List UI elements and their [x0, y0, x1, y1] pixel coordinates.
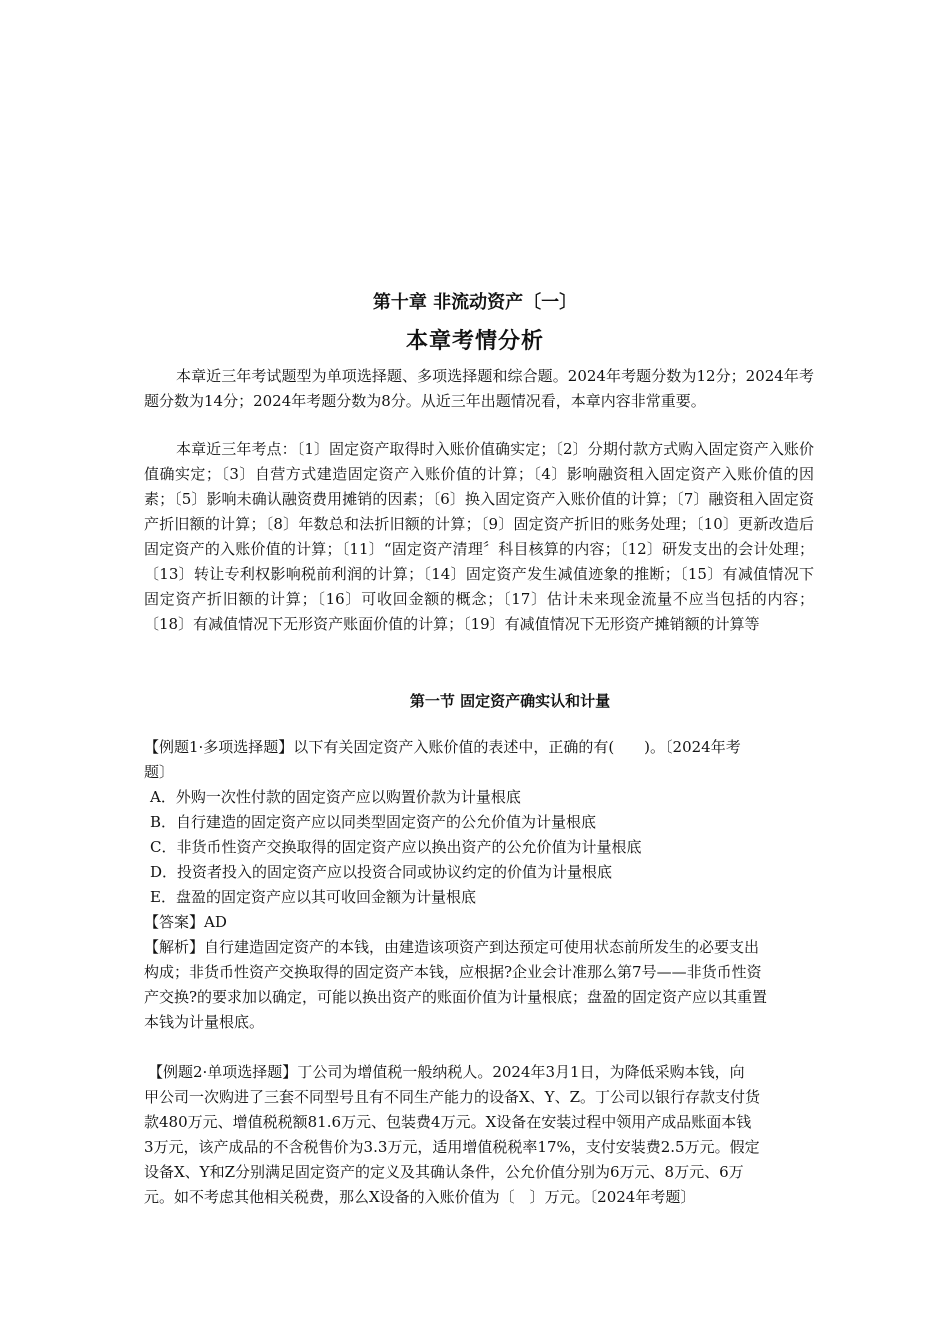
example-1-question-line: 题〕: [144, 763, 175, 781]
explanation-line: 构成；非货币性资产交换取得的固定资产本钱，应根据?企业会计准那么第7号——非货币性资: [144, 963, 762, 981]
example-1: [144, 735, 814, 1035]
example-2-line: 甲公司一次购进了三套不同型号且有不同生产能力的设备X、Y、Z。丁公司以银行存款支付货: [144, 1088, 761, 1106]
explanation-line: 本钱为计量根底。: [144, 1013, 265, 1031]
answer: 【答案】AD: [144, 913, 227, 931]
chapter-title: 第十章 非流动资产〔一〕: [372, 292, 578, 313]
option-d: D．投资者投入的固定资产应以投资合同或协议约定的价值为计量根底: [150, 863, 613, 881]
intro-paragraph-2: 本章近三年考点：〔1〕固定资产取得时入账价值确实定；〔2〕分期付款方式购入固定资产入账价值确实定；〔3〕自营方式建造固定资产入账价值的计算；〔4〕影响融资租入固定资产入账价值的因素；〔5〕影响未确认融资费用摊销的因素；〔6〕换入固定资产入账价值的计算；〔7〕融资租入固定资产折旧额的计算；〔8〕年数总和法折旧额的计算；〔9〕固定资产折旧的账务处理；〔10〕更新改造后固定资产的入账价值的计算；〔11〕“固定资产清理〞科目核算的内容；〔12〕研发支出的会计处理；〔13〕转让专利权影响税前利润的计算；〔14〕固定资产发生减值迹象的推断；〔15〕有减值情况下固定资产折旧额的计算；〔16〕可收回金额的概念；〔17〕估计未来现金流量不应当包括的内容；〔18〕有减值情况下无形资产账面价值的计算；〔19〕有减值情况下无形资产摊销额的计算等: [144, 440, 814, 633]
example-2-line: 3万元，该产成品的不含税售价为3.3万元，适用增值税税率17%，支付安装费2.5万元。假定: [144, 1138, 760, 1156]
option-a: A．外购一次性付款的固定资产应以购置价款为计量根底: [150, 788, 521, 806]
example-2-line: 款480万元、增值税税额81.6万元、包装费4万元。X设备在安装过程中领用产成品账面本钱: [144, 1113, 752, 1131]
example-1-question-line: 【例题1·多项选择题】以下有关固定资产入账价值的表述中，正确的有( )。〔2024年考: [144, 738, 741, 756]
option-b: B．自行建造的固定资产应以同类型固定资产的公允价值为计量根底: [150, 813, 597, 831]
explanation-line: 产交换?的要求加以确定，可能以换出资产的账面价值为计量根底；盘盈的固定资产应以其重置: [144, 988, 768, 1006]
option-c: C．非货币性资产交换取得的固定资产应以换出资产的公允价值为计量根底: [150, 838, 642, 856]
example-2-line: 元。如不考虑其他相关税费，那么X设备的入账价值为〔 〕万元。〔2024年考题〕: [144, 1188, 696, 1206]
example-2: [144, 1060, 814, 1210]
example-2-line: 【例题2·单项选择题】丁公司为增值税一般纳税人。2024年3月1日，为降低采购本钱，向: [148, 1063, 745, 1081]
section-title: 第一节 固定资产确实认和计量: [409, 692, 611, 710]
explanation-line: 【解析】自行建造固定资产的本钱，由建造该项资产到达预定可使用状态前所发生的必要支出: [144, 938, 760, 956]
option-e: E．盘盈的固定资产应以其可收回金额为计量根底: [150, 888, 476, 906]
example-2-line: 设备X、Y和Z分别满足固定资产的定义及其确认条件，公允价值分别为6万元、8万元、6万: [144, 1163, 744, 1181]
intro-paragraph-1: 本章近三年考试题型为单项选择题、多项选择题和综合题。2024年考题分数为12分；2024年考题分数为14分；2024年考题分数为8分。从近三年出题情况看，本章内容非常重要。: [144, 367, 814, 410]
analysis-title: 本章考情分析: [405, 329, 544, 354]
